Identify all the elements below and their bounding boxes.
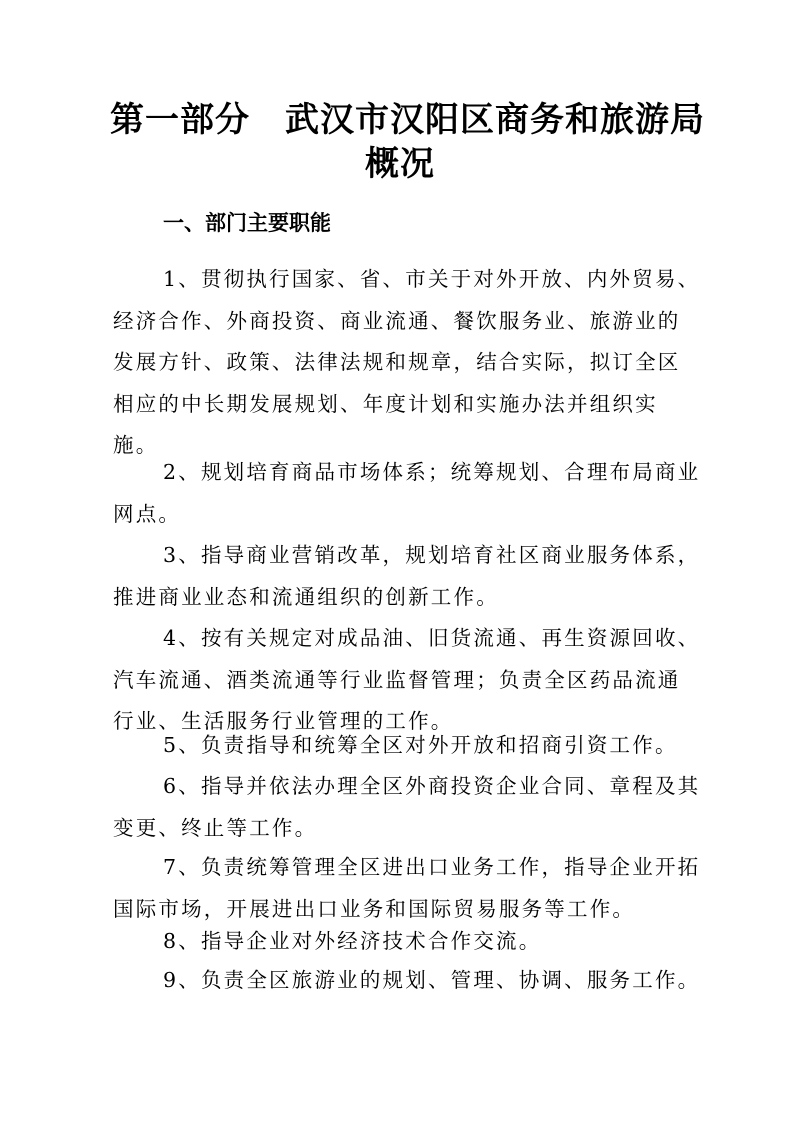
duty-line: 4、按有关规定对成品油、旧货流通、再生资源回收、 (163, 626, 701, 650)
duty-line: 推进商业业态和流通组织的创新工作。 (113, 584, 499, 609)
duty-line: 国际市场，开展进出口业务和国际贸易服务等工作。 (113, 896, 636, 921)
duty-item-6 (113, 766, 701, 849)
duty-line: 施。 (113, 433, 159, 457)
duty-item-3 (113, 535, 701, 618)
duty-item-4 (113, 618, 701, 743)
duty-item-5 (113, 725, 678, 767)
duty-line: 9、负责全区旅游业的规划、管理、协调、服务工作。 (163, 968, 701, 992)
duty-line: 汽车流通、酒类流通等行业监督管理；负责全区药品流通 (113, 667, 681, 692)
duty-item-9 (113, 960, 701, 1002)
duty-line: 7、负责统筹管理全区进出口业务工作，指导企业开拓 (163, 855, 701, 879)
duty-item-1 (113, 259, 701, 467)
duty-line: 1、贯彻执行国家、省、市关于对外开放、内外贸易、 (163, 267, 701, 291)
section-heading: 一、部门主要职能 (163, 211, 331, 235)
duty-line: 相应的中长期发展规划、年度计划和实施办法并组织实 (113, 391, 658, 416)
duty-line: 网点。 (113, 501, 182, 526)
duty-line: 8、指导企业对外经济技术合作交流。 (163, 929, 542, 953)
page-title-continued: 概况 (365, 144, 435, 184)
duty-line: 经济合作、外商投资、商业流通、餐饮服务业、旅游业的 (113, 308, 681, 333)
duty-item-7 (113, 847, 701, 930)
duty-item-8 (113, 921, 673, 963)
duty-line: 变更、终止等工作。 (113, 815, 318, 840)
duty-line: 发展方针、政策、法律法规和规章，结合实际，拟订全区 (113, 350, 681, 374)
duty-line: 2、规划培育商品市场体系；统筹规划、合理布局商业 (163, 460, 701, 484)
duty-line: 行业、生活服务行业管理的工作。 (113, 709, 454, 733)
duty-line: 3、指导商业营销改革，规划培育社区商业服务体系， (163, 543, 701, 567)
duty-line: 6、指导并依法办理全区外商投资企业合同、章程及其 (163, 774, 701, 798)
page-title: 第一部分 武汉市汉阳区商务和旅游局 (110, 100, 705, 140)
duty-line: 5、负责指导和统筹全区对外开放和招商引资工作。 (163, 733, 678, 757)
duty-item-2 (113, 452, 701, 535)
